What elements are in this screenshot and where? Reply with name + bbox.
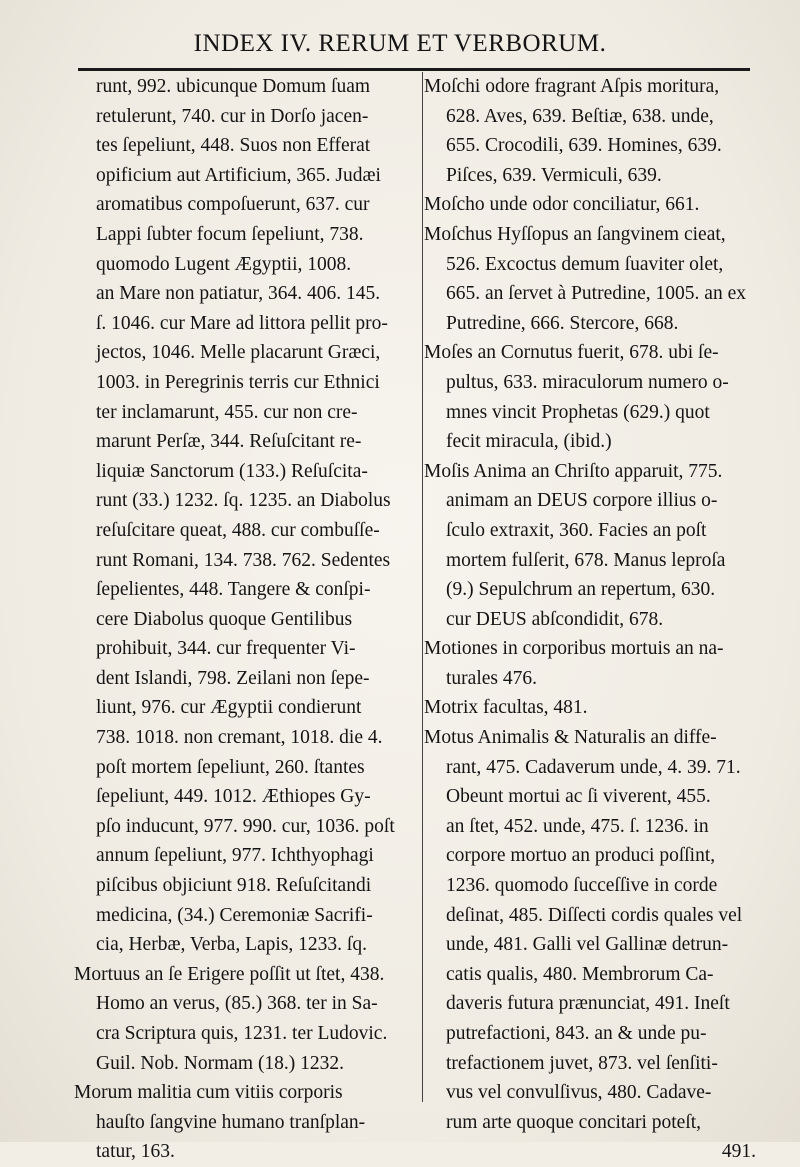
index-line: marunt Perſæ, 344. Reſuſcitant re- bbox=[96, 431, 362, 453]
left-column bbox=[74, 72, 424, 1163]
index-line: runt (33.) 1232. ſq. 1235. an Diabolus bbox=[96, 490, 391, 512]
index-line: unde, 481. Galli vel Gallinæ detrun- bbox=[446, 934, 729, 956]
index-line: mnes vincit Prophetas (629.) quot bbox=[446, 401, 710, 423]
index-line: jectos, 1046. Melle placarunt Græci, bbox=[96, 342, 381, 364]
index-line: pultus, 633. miraculorum numero o- bbox=[446, 371, 729, 393]
index-line: pſo inducunt, 977. 990. cur, 1036. poſt bbox=[96, 815, 395, 837]
index-line: an Mare non patiatur, 364. 406. 145. bbox=[96, 283, 381, 305]
index-line: 1003. in Peregrinis terris cur Ethnici bbox=[96, 371, 380, 393]
index-line: piſcibus objiciunt 918. Reſuſcitandi bbox=[96, 875, 372, 897]
index-line: Moſcho unde odor conciliatur, 661. bbox=[424, 194, 700, 216]
index-line: tatur, 163. bbox=[96, 1141, 175, 1163]
index-line: ſculo extraxit, 360. Facies an poſt bbox=[446, 519, 707, 541]
index-line: 665. an ſervet à Putredine, 1005. an ex bbox=[446, 283, 746, 305]
index-line: ter inclamarunt, 455. cur non cre- bbox=[96, 401, 358, 423]
index-line: trefactionem juvet, 873. vel ſenſiti- bbox=[446, 1052, 718, 1074]
index-line: 628. Aves, 639. Beſtiæ, 638. unde, bbox=[446, 105, 714, 127]
index-line: Guil. Nob. Normam (18.) 1232. bbox=[96, 1052, 345, 1074]
right-column bbox=[424, 72, 756, 1163]
index-line: tes ſepeliunt, 448. Suos non Efferat bbox=[96, 135, 371, 157]
index-line: Moſes an Cornutus fuerit, 678. ubi ſe- bbox=[424, 342, 719, 364]
index-line: rant, 475. Cadaverum unde, 4. 39. 71. bbox=[446, 756, 741, 778]
index-line: catis qualis, 480. Membrorum Ca- bbox=[446, 963, 714, 985]
index-line: Morum malitia cum vitiis corporis bbox=[74, 1082, 343, 1104]
index-line: dent Islandi, 798. Zeilani non ſepe- bbox=[96, 667, 370, 689]
index-line: deſinat, 485. Diſſecti cordis quales vel bbox=[446, 904, 743, 926]
index-line: liunt, 976. cur Ægyptii condierunt bbox=[96, 697, 362, 719]
index-line: 491. bbox=[721, 1141, 756, 1163]
index-line: Putredine, 666. Stercore, 668. bbox=[446, 312, 679, 334]
index-line: Motiones in corporibus mortuis an na- bbox=[424, 638, 724, 660]
index-line: corpore mortuo an produci poſſint, bbox=[446, 845, 716, 867]
index-line: cra Scriptura quis, 1231. ter Ludovic. bbox=[96, 1023, 388, 1044]
index-line: runt, 992. ubicunque Domum ſuam bbox=[96, 76, 371, 97]
index-line: quomodo Lugent Ægyptii, 1008. bbox=[96, 253, 352, 275]
header-rule bbox=[78, 68, 750, 71]
index-line: ſ. 1046. cur Mare ad littora pellit pro- bbox=[96, 312, 388, 334]
index-line: Lappi ſubter focum ſepeliunt, 738. bbox=[96, 223, 364, 245]
index-line: cur DEUS abſcondidit, 678. bbox=[446, 608, 664, 630]
index-line: 738. 1018. non cremant, 1018. die 4. bbox=[96, 727, 383, 749]
index-line: reſuſcitare queat, 488. cur combuſſe- bbox=[96, 519, 380, 541]
index-line: Homo an verus, (85.) 368. ter in Sa- bbox=[96, 993, 378, 1015]
index-line: hauſto ſangvine humano tranſplan- bbox=[96, 1111, 366, 1133]
index-line: Piſces, 639. Vermiculi, 639. bbox=[446, 164, 662, 186]
index-line: annum ſepeliunt, 977. Ichthyophagi bbox=[96, 845, 374, 867]
index-line: 1236. quomodo ſucceſſive in corde bbox=[446, 875, 718, 897]
index-line: Motrix facultas, 481. bbox=[424, 697, 588, 719]
index-line: rum arte quoque concitari poteſt, bbox=[446, 1111, 702, 1133]
index-line: retulerunt, 740. cur in Dorſo jacen- bbox=[96, 105, 369, 127]
index-line: opificium aut Artificium, 365. Judæi bbox=[96, 164, 381, 186]
index-line: Motus Animalis & Naturalis an diffe- bbox=[424, 727, 717, 749]
running-header: INDEX IV. RERUM ET VERBORUM. bbox=[193, 30, 607, 57]
index-line: mortem fulſerit, 678. Manus leproſa bbox=[446, 549, 726, 571]
index-line: poſt mortem ſepeliunt, 260. ſtantes bbox=[96, 756, 365, 778]
index-line: ſepelientes, 448. Tangere & conſpi- bbox=[96, 579, 371, 601]
index-line: Obeunt mortui ac ſi viverent, 455. bbox=[446, 786, 711, 808]
index-line: aromatibus compoſuerunt, 637. cur bbox=[96, 194, 370, 216]
index-line: 526. Excoctus demum ſuaviter olet, bbox=[446, 253, 724, 275]
index-line: cere Diabolus quoque Gentilibus bbox=[96, 608, 353, 630]
index-line: daveris futura prænunciat, 491. Ineſt bbox=[446, 993, 730, 1015]
index-line: turales 476. bbox=[446, 667, 537, 689]
index-line: animam an DEUS corpore illius o- bbox=[446, 490, 718, 512]
index-line: fecit miracula, (ibid.) bbox=[446, 431, 612, 453]
index-line: putrefactioni, 843. an & unde pu- bbox=[446, 1023, 707, 1044]
index-line: Moſis Anima an Chriſto apparuit, 775. bbox=[424, 460, 723, 482]
index-line: prohibuit, 344. cur frequenter Vi- bbox=[96, 638, 356, 660]
index-line: runt Romani, 134. 738. 762. Sedentes bbox=[96, 549, 391, 571]
index-line: Moſchus Hyſſopus an ſangvinem cieat, bbox=[424, 223, 726, 245]
index-line: vus vel convulſivus, 480. Cadave- bbox=[446, 1082, 712, 1104]
index-line: Moſchi odore fragrant Aſpis moritura, bbox=[424, 76, 720, 97]
index-line: medicina, (34.) Ceremoniæ Sacrifi- bbox=[96, 904, 373, 926]
index-line: ſepeliunt, 449. 1012. Æthiopes Gy- bbox=[96, 786, 371, 808]
index-line: (9.) Sepulchrum an repertum, 630. bbox=[446, 579, 716, 601]
index-line: Mortuus an ſe Erigere poſſit ut ſtet, 438. bbox=[74, 963, 385, 985]
index-line: cia, Herbæ, Verba, Lapis, 1233. ſq. bbox=[96, 934, 367, 956]
index-line: liquiæ Sanctorum (133.) Reſuſcita- bbox=[96, 460, 368, 482]
index-line: an ſtet, 452. unde, 475. ſ. 1236. in bbox=[446, 815, 709, 837]
index-line: 655. Crocodili, 639. Homines, 639. bbox=[446, 135, 722, 157]
